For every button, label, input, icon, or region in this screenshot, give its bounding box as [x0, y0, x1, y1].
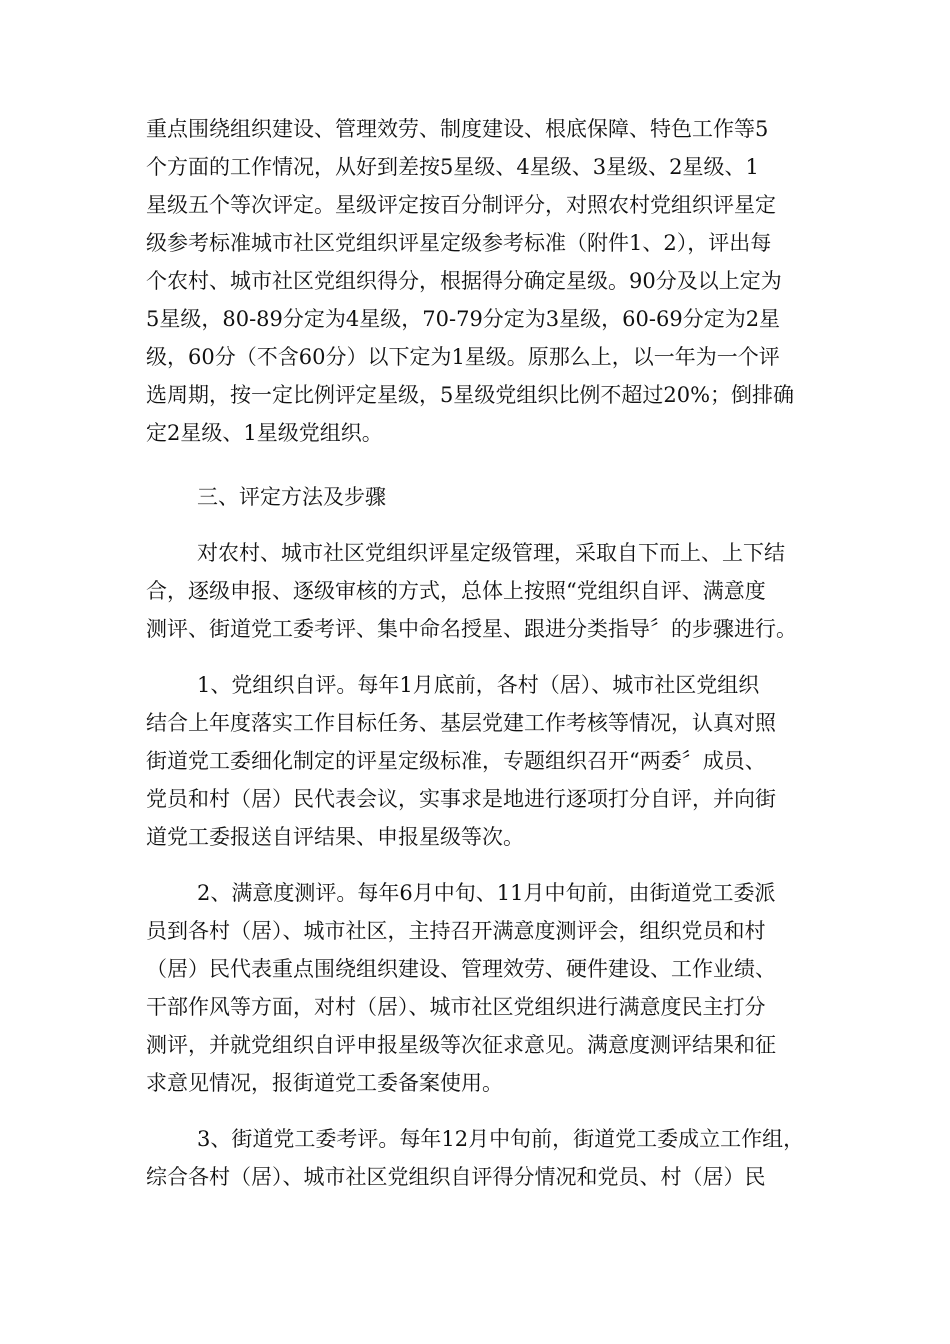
text-line: 党员和村（居）民代表会议，实事求是地进行逐项打分自评，并向街 [146, 787, 776, 811]
text-line: 3、街道党工委考评。每年12月中旬前，街道党工委成立工作组， [197, 1127, 805, 1151]
text-line: 5星级，80-89分定为4星级，70-79分定为3星级，60-69分定为2星 [146, 307, 781, 331]
text-line: 星级五个等次评定。星级评定按百分制评分，对照农村党组织评星定 [146, 193, 776, 217]
text-line: 结合上年度落实工作目标任务、基层党建工作考核等情况，认真对照 [146, 711, 776, 735]
text-line: 员到各村（居）、城市社区，主持召开满意度测评会，组织党员和村 [146, 919, 766, 943]
text-line: 求意见情况，报街道党工委备案使用。 [146, 1071, 503, 1095]
section-heading: 三、评定方法及步骤 [197, 485, 386, 509]
text-line: 级参考标准城市社区党组织评星定级参考标准（附件1、2），评出每 [146, 231, 772, 255]
text-line: 道党工委报送自评结果、申报星级等次。 [146, 825, 524, 849]
text-line: 合，逐级申报、逐级审核的方式，总体上按照“党组织自评、满意度 [146, 579, 766, 603]
text-line: （居）民代表重点围绕组织建设、管理效劳、硬件建设、工作业绩、 [146, 957, 776, 981]
text-line: 2、满意度测评。每年6月中旬、11月中旬前，由街道党工委派 [197, 881, 776, 905]
text-line: 选周期，按一定比例评定星级，5星级党组织比例不超过20%；倒排确 [146, 383, 795, 407]
text-line: 测评、街道党工委考评、集中命名授星、跟进分类指导〞的步骤进行。 [146, 617, 797, 641]
text-line: 重点围绕组织建设、管理效劳、制度建设、根底保障、特色工作等5 [146, 117, 769, 141]
text-line: 对农村、城市社区党组织评星定级管理，采取自下而上、上下结 [197, 541, 785, 565]
text-line: 定2星级、1星级党组织。 [146, 421, 383, 445]
text-line: 1、党组织自评。每年1月底前，各村（居）、城市社区党组织 [197, 673, 760, 697]
text-line: 个农村、城市社区党组织得分，根据得分确定星级。90分及以上定为 [146, 269, 782, 293]
text-line: 级，60分（不含60分）以下定为1星级。原那么上，以一年为一个评 [146, 345, 780, 369]
text-line: 个方面的工作情况，从好到差按5星级、4星级、3星级、2星级、1 [146, 155, 759, 179]
text-line: 综合各村（居）、城市社区党组织自评得分情况和党员、村（居）民 [146, 1165, 766, 1189]
text-line: 街道党工委细化制定的评星定级标准，专题组织召开“两委〞成员、 [146, 749, 766, 773]
text-line: 干部作风等方面，对村（居）、城市社区党组织进行满意度民主打分 [146, 995, 766, 1019]
text-line: 测评，并就党组织自评申报星级等次征求意见。满意度测评结果和征 [146, 1033, 776, 1057]
